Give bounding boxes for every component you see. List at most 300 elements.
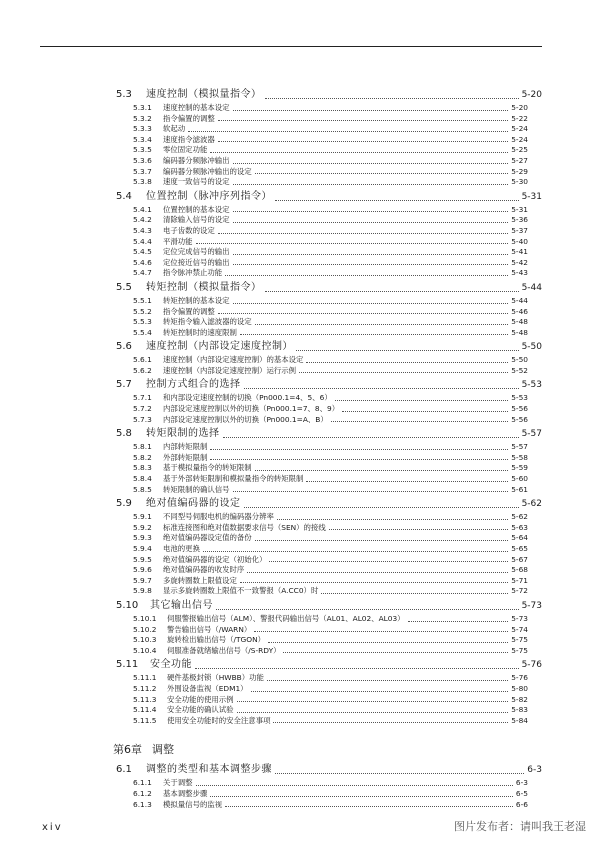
entry-number: 5.6.2 — [133, 365, 152, 375]
toc-subsection-entry[interactable] — [133, 215, 528, 226]
entry-title: 零位固定功能 — [163, 145, 208, 155]
toc-subsection-entry[interactable] — [133, 366, 528, 377]
entry-number: 5.8.2 — [133, 452, 152, 462]
entry-page: 5-52 — [511, 365, 528, 375]
entry-page: 5-22 — [511, 113, 528, 123]
entry-number: 5.3.4 — [133, 134, 152, 144]
entry-title: 模拟量信号的监视 — [163, 799, 223, 809]
toc-subsection-entry[interactable] — [133, 453, 528, 464]
entry-number: 5.5 — [116, 281, 132, 293]
dot-leader — [296, 350, 519, 351]
dot-leader — [210, 459, 508, 460]
entry-number: 5.3.6 — [133, 155, 152, 165]
entry-page: 5-58 — [511, 452, 528, 462]
entry-page: 5-44 — [511, 295, 528, 305]
entry-page: 5-56 — [511, 414, 528, 424]
toc-subsection-entry[interactable] — [133, 778, 528, 789]
entry-number: 5.8.5 — [133, 484, 152, 494]
entry-title: 安全功能 — [150, 659, 192, 671]
dot-leader — [269, 561, 508, 562]
entry-number: 5.5.2 — [133, 306, 152, 316]
dot-leader — [195, 668, 519, 669]
entry-title: 绝对值编码器的设定 — [146, 498, 241, 510]
header-rule — [40, 46, 542, 47]
toc-subsection-entry[interactable] — [133, 124, 528, 135]
entry-page: 5-29 — [511, 166, 528, 176]
entry-page: 5-50 — [511, 355, 528, 365]
entry-page: 5-31 — [521, 191, 542, 202]
toc-subsection-entry[interactable] — [133, 103, 528, 114]
entry-page: 5-72 — [511, 586, 528, 596]
entry-title: 速度控制的基本设定 — [163, 103, 230, 112]
entry-page: 5-44 — [521, 282, 542, 293]
entry-number: 5.5.1 — [133, 295, 152, 305]
entry-page: 5-57 — [511, 442, 528, 452]
dot-leader — [331, 421, 508, 422]
entry-page: 5-76 — [511, 673, 528, 683]
entry-page: 5-36 — [511, 215, 528, 225]
dot-leader — [267, 680, 508, 681]
entry-number: 5.7.3 — [133, 414, 152, 424]
dot-leader — [255, 173, 509, 174]
entry-title: 旋转检出输出信号（/TGON） — [167, 635, 265, 645]
entry-page: 5-67 — [511, 554, 528, 564]
entry-title: 外围设备监视（EDM1） — [167, 683, 248, 693]
dot-leader — [233, 491, 509, 492]
entry-number: 5.11.2 — [133, 683, 157, 693]
entry-title: 基于模拟量指令的转矩限制 — [163, 463, 252, 473]
entry-number: 5.10.4 — [133, 645, 157, 655]
entry-title: 平滑功能 — [163, 236, 193, 246]
entry-number: 5.7.2 — [133, 404, 152, 414]
entry-title: 转矩指令输入滤波器的设定 — [163, 317, 252, 327]
dot-leader — [233, 110, 509, 111]
entry-title: 位置控制的基本设定 — [163, 204, 230, 214]
entry-number: 5.11.5 — [133, 715, 157, 725]
toc-subsection-entry[interactable] — [133, 156, 528, 167]
toc-section-entry[interactable] — [116, 339, 542, 355]
entry-page: 5-68 — [511, 565, 528, 575]
entry-page: 5-75 — [511, 635, 528, 645]
entry-title: 绝对值编码器设定值的备份 — [163, 533, 252, 543]
entry-page: 5-73 — [521, 600, 542, 611]
toc-subsection-entry[interactable] — [133, 393, 528, 404]
entry-page: 5-59 — [511, 463, 528, 473]
toc-subsection-entry[interactable] — [133, 789, 528, 800]
entry-number: 5.9 — [116, 498, 132, 510]
dot-leader — [255, 540, 509, 541]
entry-number: 5.3.8 — [133, 177, 152, 187]
entry-number: 5.8 — [116, 428, 132, 440]
toc-section-entry[interactable] — [116, 280, 542, 296]
entry-page: 5-27 — [511, 155, 528, 165]
entry-title: 指令脉冲禁止功能 — [163, 268, 223, 278]
dot-leader — [255, 470, 509, 471]
entry-page: 5-53 — [521, 380, 542, 391]
entry-number: 5.6.1 — [133, 355, 152, 365]
entry-page: 6-3 — [515, 778, 528, 788]
entry-title: 速度指令滤波器 — [163, 134, 215, 144]
toc-subsection-entry[interactable] — [133, 586, 528, 597]
dot-leader — [218, 313, 508, 314]
entry-page: 5-65 — [511, 544, 528, 553]
entry-title: 软起动 — [163, 124, 186, 134]
entry-number: 5.10 — [116, 599, 139, 611]
entry-page: 6-3 — [527, 765, 542, 776]
toc-subsection-entry[interactable] — [133, 258, 528, 269]
entry-number: 5.11.4 — [133, 705, 157, 715]
toc-subsection-entry[interactable] — [133, 307, 528, 318]
toc-section-entry[interactable] — [116, 496, 542, 512]
toc-subsection-entry[interactable] — [133, 296, 528, 307]
entry-title: 伺服警报输出信号（ALM）、警报代码输出信号（AL01、AL02、AL03） — [167, 613, 405, 623]
entry-number: 5.11.3 — [133, 694, 157, 704]
entry-title: 编码器分频脉冲输出 — [163, 155, 230, 165]
entry-number: 5.4.2 — [133, 215, 152, 225]
entry-page: 5-50 — [521, 342, 542, 353]
dot-leader — [196, 785, 513, 786]
entry-number: 5.10.1 — [133, 613, 157, 623]
dot-leader — [225, 806, 513, 807]
toc-subsection-entry[interactable] — [133, 145, 528, 156]
entry-number: 5.8.3 — [133, 463, 152, 473]
entry-page: 5-24 — [511, 124, 528, 134]
entry-page: 5-56 — [511, 404, 528, 414]
entry-title: 其它输出信号 — [150, 599, 213, 611]
dot-leader — [244, 507, 519, 508]
dot-leader — [218, 233, 508, 234]
toc-subsection-entry[interactable] — [133, 442, 528, 453]
toc-subsection-entry[interactable] — [133, 268, 528, 279]
entry-title: 多旋转圈数上限值设定 — [163, 575, 237, 585]
entry-title: 伺服准备就绪输出信号（/S-RDY） — [167, 645, 281, 655]
entry-page: 5-20 — [511, 103, 528, 112]
toc-subsection-entry[interactable] — [133, 415, 528, 426]
dot-leader — [329, 529, 509, 530]
toc-section-entry[interactable] — [116, 657, 542, 673]
entry-title: 转矩控制的基本设定 — [163, 295, 230, 305]
toc-subsection-entry[interactable] — [133, 544, 528, 555]
toc-subsection-entry[interactable] — [133, 512, 528, 523]
dot-leader — [283, 652, 508, 653]
entry-number: 5.3.5 — [133, 145, 152, 155]
watermark-text: 图片发布者：请叫我王老湿 — [454, 820, 586, 833]
dot-leader — [306, 362, 508, 363]
entry-page: 5-43 — [511, 268, 528, 278]
entry-number: 5.8.1 — [133, 442, 152, 452]
dot-leader — [233, 303, 509, 304]
toc-subsection-entry[interactable] — [133, 355, 528, 366]
toc-section-entry[interactable] — [116, 189, 542, 205]
entry-title: 不同型号伺服电机的编码器分辨率 — [163, 512, 274, 522]
entry-title: 速度控制（内部设定速度控制） — [146, 341, 293, 353]
entry-title: 安全功能的确认试验 — [167, 705, 234, 715]
chapter-number: 第6章 — [113, 743, 142, 757]
entry-title: 编码器分频脉冲输出的设定 — [163, 166, 252, 176]
entry-title: 使用安全功能时的安全注意事项 — [167, 715, 271, 725]
entry-number: 5.3.2 — [133, 113, 152, 123]
toc-subsection-entry[interactable] — [133, 317, 528, 328]
dot-leader — [254, 631, 508, 632]
toc-subsection-entry[interactable] — [133, 237, 528, 248]
entry-number: 5.4.5 — [133, 247, 152, 257]
entry-page: 5-76 — [521, 660, 542, 671]
entry-title: 内部转矩限制 — [163, 442, 208, 452]
dot-leader — [277, 519, 508, 520]
entry-page: 6-5 — [515, 788, 528, 798]
entry-page: 5-71 — [511, 575, 528, 585]
toc-subsection-entry[interactable] — [133, 576, 528, 587]
dot-leader — [247, 572, 508, 573]
entry-number: 5.4.3 — [133, 225, 152, 235]
dot-leader — [240, 334, 508, 335]
dot-leader — [244, 388, 519, 389]
toc-subsection-entry[interactable] — [133, 673, 528, 684]
dot-leader — [335, 400, 508, 401]
toc-subsection-entry[interactable] — [133, 247, 528, 258]
entry-page: 5-75 — [511, 645, 528, 655]
entry-number: 5.5.3 — [133, 317, 152, 327]
entry-number: 5.5.4 — [133, 327, 152, 337]
entry-number: 5.4.7 — [133, 268, 152, 278]
entry-page: 5-48 — [511, 327, 528, 337]
entry-title: 控制方式组合的选择 — [146, 379, 241, 391]
dot-leader — [210, 152, 508, 153]
entry-number: 5.4.6 — [133, 257, 152, 267]
toc-subsection-entry[interactable] — [133, 646, 528, 657]
entry-title: 警告输出信号（/WARN） — [167, 624, 252, 634]
entry-title: 位置控制（脉冲序列指令） — [146, 190, 272, 202]
entry-page: 6-6 — [515, 799, 528, 809]
entry-title: 内部设定速度控制以外的切换（Pn000.1=A、B） — [163, 414, 328, 424]
dot-leader — [233, 211, 509, 212]
entry-number: 5.9.6 — [133, 565, 152, 575]
dot-leader — [275, 773, 524, 774]
entry-page: 5-48 — [511, 317, 528, 327]
toc-subsection-entry[interactable] — [133, 800, 528, 811]
entry-title: 硬件基极封锁（HWBB）功能 — [167, 673, 264, 683]
entry-title: 转矩限制的确认信号 — [163, 484, 230, 494]
dot-leader — [275, 200, 519, 201]
entry-title: 电子齿数的设定 — [163, 225, 215, 235]
entry-page: 5-42 — [511, 257, 528, 267]
dot-leader — [240, 582, 508, 583]
entry-title: 转矩控制时的速度限制 — [163, 327, 237, 337]
dot-leader — [223, 437, 519, 438]
entry-page: 5-25 — [511, 145, 528, 155]
toc-section-entry[interactable] — [116, 377, 542, 393]
entry-page: 5-24 — [511, 134, 528, 144]
chapter-title: 调整 — [152, 743, 174, 757]
entry-page: 5-40 — [511, 236, 528, 246]
toc-subsection-entry[interactable] — [133, 404, 528, 415]
entry-number: 5.4 — [116, 190, 132, 202]
entry-page: 5-73 — [511, 613, 528, 623]
dot-leader — [210, 449, 508, 450]
dot-leader — [342, 411, 508, 412]
entry-number: 5.9.2 — [133, 522, 152, 532]
entry-number: 5.8.4 — [133, 474, 152, 484]
dot-leader — [237, 712, 509, 713]
entry-page: 5-46 — [511, 306, 528, 316]
entry-page: 5-60 — [511, 474, 528, 484]
entry-title: 转矩限制的选择 — [146, 428, 220, 440]
entry-title: 调整的类型和基本调整步骤 — [146, 764, 272, 776]
entry-title: 清除输入信号的设定 — [163, 215, 230, 225]
toc-section-entry[interactable] — [116, 426, 542, 442]
entry-number: 5.7.1 — [133, 393, 152, 403]
entry-page: 5-83 — [511, 705, 528, 715]
dot-leader — [321, 593, 508, 594]
entry-title: 和内部设定速度控制的切换（Pn000.1=4、5、6） — [163, 393, 332, 403]
toc-subsection-entry[interactable] — [133, 226, 528, 237]
entry-title: 内部设定速度控制以外的切换（Pn000.1=7、8、9） — [163, 404, 340, 414]
dot-leader — [216, 609, 519, 610]
entry-number: 5.9.4 — [133, 544, 152, 553]
toc-subsection-entry[interactable] — [133, 485, 528, 496]
entry-title: 绝对值编码器的设定（初始化） — [163, 554, 267, 564]
toc-subsection-entry[interactable] — [133, 684, 528, 695]
entry-title: 速度控制（模拟量指令） — [146, 89, 262, 100]
entry-title: 外部转矩限制 — [163, 452, 208, 462]
entry-title: 定位完成信号的输出 — [163, 247, 230, 257]
toc-subsection-entry[interactable] — [133, 523, 528, 534]
dot-leader — [306, 481, 508, 482]
entry-number: 5.3.3 — [133, 124, 152, 134]
toc-section-entry[interactable] — [116, 762, 542, 778]
entry-page: 5-37 — [511, 225, 528, 235]
entry-title: 基于外部转矩限制和模拟量指令的转矩限制 — [163, 474, 304, 484]
toc-subsection-entry[interactable] — [133, 135, 528, 146]
toc-subsection-entry[interactable] — [133, 328, 528, 339]
dot-leader — [251, 691, 509, 692]
entry-number: 5.10.3 — [133, 635, 157, 645]
entry-number: 5.9.3 — [133, 533, 152, 543]
entry-number: 5.9.1 — [133, 512, 152, 522]
entry-page: 5-30 — [511, 177, 528, 187]
toc-subsection-entry[interactable] — [133, 705, 528, 716]
toc-section-entry[interactable] — [116, 87, 542, 103]
toc-subsection-entry[interactable] — [133, 695, 528, 706]
dot-leader — [265, 98, 519, 99]
toc-section-entry[interactable] — [116, 598, 542, 614]
entry-number: 5.4.4 — [133, 236, 152, 246]
toc-subsection-entry[interactable] — [133, 565, 528, 576]
entry-title: 速度一致信号的设定 — [163, 177, 230, 187]
entry-title: 转矩控制（模拟量指令） — [146, 281, 262, 293]
toc-subsection-entry[interactable] — [133, 114, 528, 125]
table-of-contents — [0, 86, 600, 810]
entry-page: 5-82 — [511, 694, 528, 704]
entry-number: 6.1.1 — [133, 778, 152, 788]
toc-subsection-entry[interactable] — [133, 205, 528, 216]
entry-page: 5-62 — [521, 499, 542, 510]
entry-title: 速度控制（内部设定速度控制）运行示例 — [163, 365, 297, 375]
toc-subsection-entry[interactable] — [133, 474, 528, 485]
entry-title: 定位接近信号的输出 — [163, 257, 230, 267]
dot-leader — [218, 120, 508, 121]
entry-page: 5-63 — [511, 522, 528, 532]
toc-subsection-entry[interactable] — [133, 167, 528, 178]
entry-title: 电池的更换 — [163, 544, 200, 553]
entry-title: 指令偏置的调整 — [163, 113, 215, 123]
entry-page: 5-64 — [511, 533, 528, 543]
entry-number: 5.9.5 — [133, 554, 152, 564]
toc-subsection-entry[interactable] — [133, 614, 528, 625]
toc-subsection-entry[interactable] — [133, 463, 528, 474]
dot-leader — [218, 141, 508, 142]
entry-number: 6.1.2 — [133, 788, 152, 798]
toc-subsection-entry[interactable] — [133, 555, 528, 566]
dot-leader — [273, 722, 508, 723]
entry-title: 基本调整步骤 — [163, 788, 208, 798]
dot-leader — [299, 372, 508, 373]
dot-leader — [233, 184, 509, 185]
toc-subsection-entry[interactable] — [133, 716, 528, 727]
dot-leader — [265, 291, 519, 292]
entry-title: 绝对值编码器的收发时序 — [163, 565, 245, 575]
entry-page: 5-62 — [511, 512, 528, 522]
dot-leader — [237, 701, 509, 702]
dot-leader — [233, 254, 509, 255]
entry-number: 5.9.7 — [133, 575, 152, 585]
entry-title: 指令偏置的调整 — [163, 306, 215, 316]
dot-leader — [233, 264, 509, 265]
dot-leader — [268, 642, 508, 643]
entry-number: 5.11 — [116, 659, 139, 671]
toc-subsection-entry[interactable] — [133, 533, 528, 544]
dot-leader — [255, 324, 509, 325]
entry-number: 5.9.8 — [133, 586, 152, 596]
entry-number: 5.4.1 — [133, 204, 152, 214]
entry-page: 5-57 — [521, 429, 542, 440]
entry-page: 5-61 — [511, 484, 528, 494]
entry-number: 6.1 — [116, 764, 132, 776]
toc-subsection-entry[interactable] — [133, 635, 528, 646]
entry-title: 标准连接图和绝对值数据要求信号（SEN）的接线 — [163, 522, 326, 532]
entry-page: 5-80 — [511, 683, 528, 693]
dot-leader — [188, 131, 508, 132]
entry-page: 5-41 — [511, 247, 528, 257]
toc-subsection-entry[interactable] — [133, 177, 528, 188]
entry-number: 5.6 — [116, 341, 132, 353]
entry-page: 5-53 — [511, 393, 528, 403]
entry-title: 显示多旋转圈数上限值不一致警报（A.CC0）时 — [163, 586, 319, 596]
dot-leader — [233, 163, 509, 164]
entry-page: 5-84 — [511, 715, 528, 725]
entry-number: 5.10.2 — [133, 624, 157, 634]
entry-number: 6.1.3 — [133, 799, 152, 809]
entry-number: 5.7 — [116, 379, 132, 391]
entry-number: 5.11.1 — [133, 673, 157, 683]
dot-leader — [233, 222, 509, 223]
entry-number: 5.3 — [116, 89, 132, 100]
entry-number: 5.3.1 — [133, 103, 152, 112]
entry-page: 5-74 — [511, 624, 528, 634]
page-number: xiv — [42, 822, 63, 833]
entry-title: 速度控制（内部设定速度控制）的基本设定 — [163, 355, 304, 365]
dot-leader — [203, 551, 508, 552]
entry-page: 5-20 — [521, 90, 542, 100]
dot-leader — [196, 243, 509, 244]
dot-leader — [408, 621, 509, 622]
dot-leader — [210, 796, 513, 797]
toc-subsection-entry[interactable] — [133, 625, 528, 636]
entry-title: 关于调整 — [163, 778, 193, 788]
entry-page: 5-31 — [511, 204, 528, 214]
entry-number: 5.3.7 — [133, 166, 152, 176]
dot-leader — [225, 275, 508, 276]
